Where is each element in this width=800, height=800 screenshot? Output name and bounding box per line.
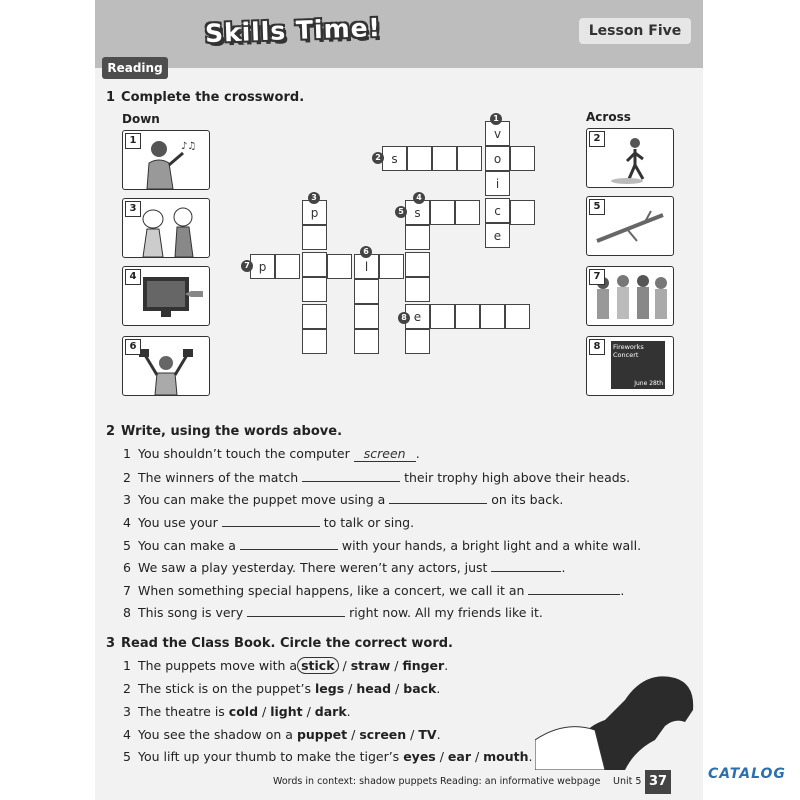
option-circled[interactable]: stick [297, 657, 338, 674]
ex2-item: 7 When something special happens, like a concert, we call it an . [123, 583, 625, 598]
cw-cell[interactable]: e [405, 304, 430, 329]
cw-cell[interactable] [455, 304, 480, 329]
cw-cell[interactable] [407, 146, 432, 171]
option[interactable]: screen [359, 727, 407, 742]
picture-8-concert-poster: 8 Fireworks Concert June 28th [586, 336, 674, 396]
down-label: Down [122, 112, 160, 126]
option[interactable]: legs [314, 681, 345, 696]
cw-cell[interactable]: i [485, 171, 510, 196]
option[interactable]: back [403, 681, 437, 696]
cw-cell[interactable]: o [485, 146, 510, 171]
cw-cell[interactable] [354, 329, 379, 354]
cw-cell[interactable] [405, 329, 430, 354]
ex1-instruction: Complete the crossword. [121, 90, 305, 105]
section-tag: Reading [102, 57, 168, 79]
ex3-heading: 3 Read the Class Book. Circle the correct word. [106, 636, 453, 651]
answer-blank[interactable] [491, 559, 561, 572]
option[interactable]: finger [402, 658, 445, 673]
answer-blank[interactable] [240, 537, 338, 550]
ex1-heading [106, 90, 304, 105]
option[interactable]: eyes [403, 749, 436, 764]
cw-cell[interactable] [510, 200, 535, 225]
footer-unit: Unit 5 [613, 776, 642, 787]
picture-2-walking: 2 [586, 128, 674, 188]
clue-badge: 6 [360, 246, 372, 258]
lesson-label: Lesson Five [579, 18, 691, 44]
workbook-page [95, 0, 703, 800]
clue-badge: 8 [398, 312, 410, 324]
answer-blank[interactable] [528, 582, 620, 595]
answer-blank[interactable] [247, 604, 345, 617]
ex3-item: 4 You see the shadow on a puppet / screen / TV. [123, 727, 441, 742]
cw-cell[interactable] [432, 146, 457, 171]
shadow-puppet-illustration [535, 660, 703, 770]
cw-cell[interactable] [430, 304, 455, 329]
ex3-item: 1 The puppets move with a stick / straw / finger. [123, 658, 449, 673]
ex2-item: 8 This song is very right now. All my friends like it. [123, 605, 543, 620]
answer-blank[interactable]: screen [354, 447, 416, 462]
option[interactable]: TV [418, 727, 437, 742]
picture-7-friends: 7 [586, 266, 674, 326]
cw-cell[interactable] [405, 252, 430, 277]
picture-1-singing: 1 ♪♫ [122, 130, 210, 190]
across-label: Across [586, 110, 631, 124]
cw-cell[interactable]: s [405, 200, 430, 225]
cw-cell[interactable]: v [485, 121, 510, 146]
option[interactable]: dark [314, 704, 347, 719]
cw-cell[interactable]: e [485, 223, 510, 248]
clue-badge: 5 [395, 206, 407, 218]
footer-words-in-context: Words in context: shadow puppets [273, 776, 438, 787]
clue-badge: 3 [308, 192, 320, 204]
picture-6-lifting: 6 [122, 336, 210, 396]
cw-cell[interactable]: s [382, 146, 407, 171]
cw-cell[interactable]: l [354, 254, 379, 279]
cw-cell[interactable] [354, 304, 379, 329]
cw-cell[interactable] [405, 277, 430, 302]
cw-cell[interactable] [302, 252, 327, 277]
cw-cell[interactable] [379, 254, 404, 279]
cw-cell[interactable] [510, 146, 535, 171]
cw-cell[interactable] [430, 200, 455, 225]
cw-cell[interactable]: p [250, 254, 275, 279]
picture-3-puppets: 3 [122, 198, 210, 258]
option[interactable]: head [356, 681, 392, 696]
cw-cell[interactable] [302, 329, 327, 354]
ex2-item: 2 The winners of the match their trophy high above their heads. [123, 470, 631, 485]
picture-5-stick: 5 [586, 196, 674, 256]
cw-cell[interactable] [327, 254, 352, 279]
option[interactable]: puppet [296, 727, 348, 742]
picture-4-screen: 4 [122, 266, 210, 326]
cw-cell[interactable] [302, 277, 327, 302]
clue-badge: 7 [241, 260, 253, 272]
cw-cell[interactable] [405, 225, 430, 250]
svg-text:♪♫: ♪♫ [181, 141, 197, 152]
clue-badge: 1 [490, 113, 502, 125]
answer-blank[interactable] [222, 514, 320, 527]
cw-cell[interactable] [275, 254, 300, 279]
ex3-item: 2 The stick is on the puppet’s legs / head / back. [123, 681, 441, 696]
cw-cell[interactable] [302, 225, 327, 250]
cw-cell[interactable] [505, 304, 530, 329]
ex2-item: 4 You use your to talk or sing. [123, 515, 415, 530]
cw-cell[interactable]: p [302, 200, 327, 225]
watermark-logo: CATALOG [708, 766, 786, 782]
ex2-item: 5 You can make a with your hands, a bright light and a white wall. [123, 538, 642, 553]
option[interactable]: mouth [483, 749, 529, 764]
cw-cell[interactable] [457, 146, 482, 171]
ex1-number: 1 [106, 90, 116, 105]
concert-poster: Fireworks Concert June 28th [613, 343, 663, 387]
ex3-item: 5 You lift up your thumb to make the tiger’s eyes / ear / mouth. [123, 749, 533, 764]
option[interactable]: light [270, 704, 303, 719]
cw-cell[interactable] [455, 200, 480, 225]
footer-reading-type: Reading: an informative webpage [440, 776, 601, 787]
ex2-item: 1 You shouldn’t touch the computer screen . [123, 446, 420, 461]
clue-badge: 4 [413, 192, 425, 204]
answer-blank[interactable] [302, 469, 400, 482]
cw-cell[interactable] [480, 304, 505, 329]
cw-cell[interactable] [354, 279, 379, 304]
ex3-item: 3 The theatre is cold / light / dark. [123, 704, 351, 719]
option[interactable]: ear [447, 749, 471, 764]
page-title: Skills Time! [204, 12, 382, 49]
header-banner [95, 0, 703, 68]
cw-cell[interactable] [302, 304, 327, 329]
answer-blank[interactable] [389, 491, 487, 504]
cw-cell[interactable]: c [485, 198, 510, 223]
ex2-item: 3 You can make the puppet move using a on its back. [123, 492, 564, 507]
option[interactable]: cold [228, 704, 259, 719]
ex2-item: 6 We saw a play yesterday. There weren’t any actors, just . [123, 560, 566, 575]
ex2-heading: 2 Write, using the words above. [106, 424, 343, 439]
page-number: 37 [645, 770, 671, 794]
option[interactable]: straw [350, 658, 391, 673]
clue-badge: 2 [372, 152, 384, 164]
